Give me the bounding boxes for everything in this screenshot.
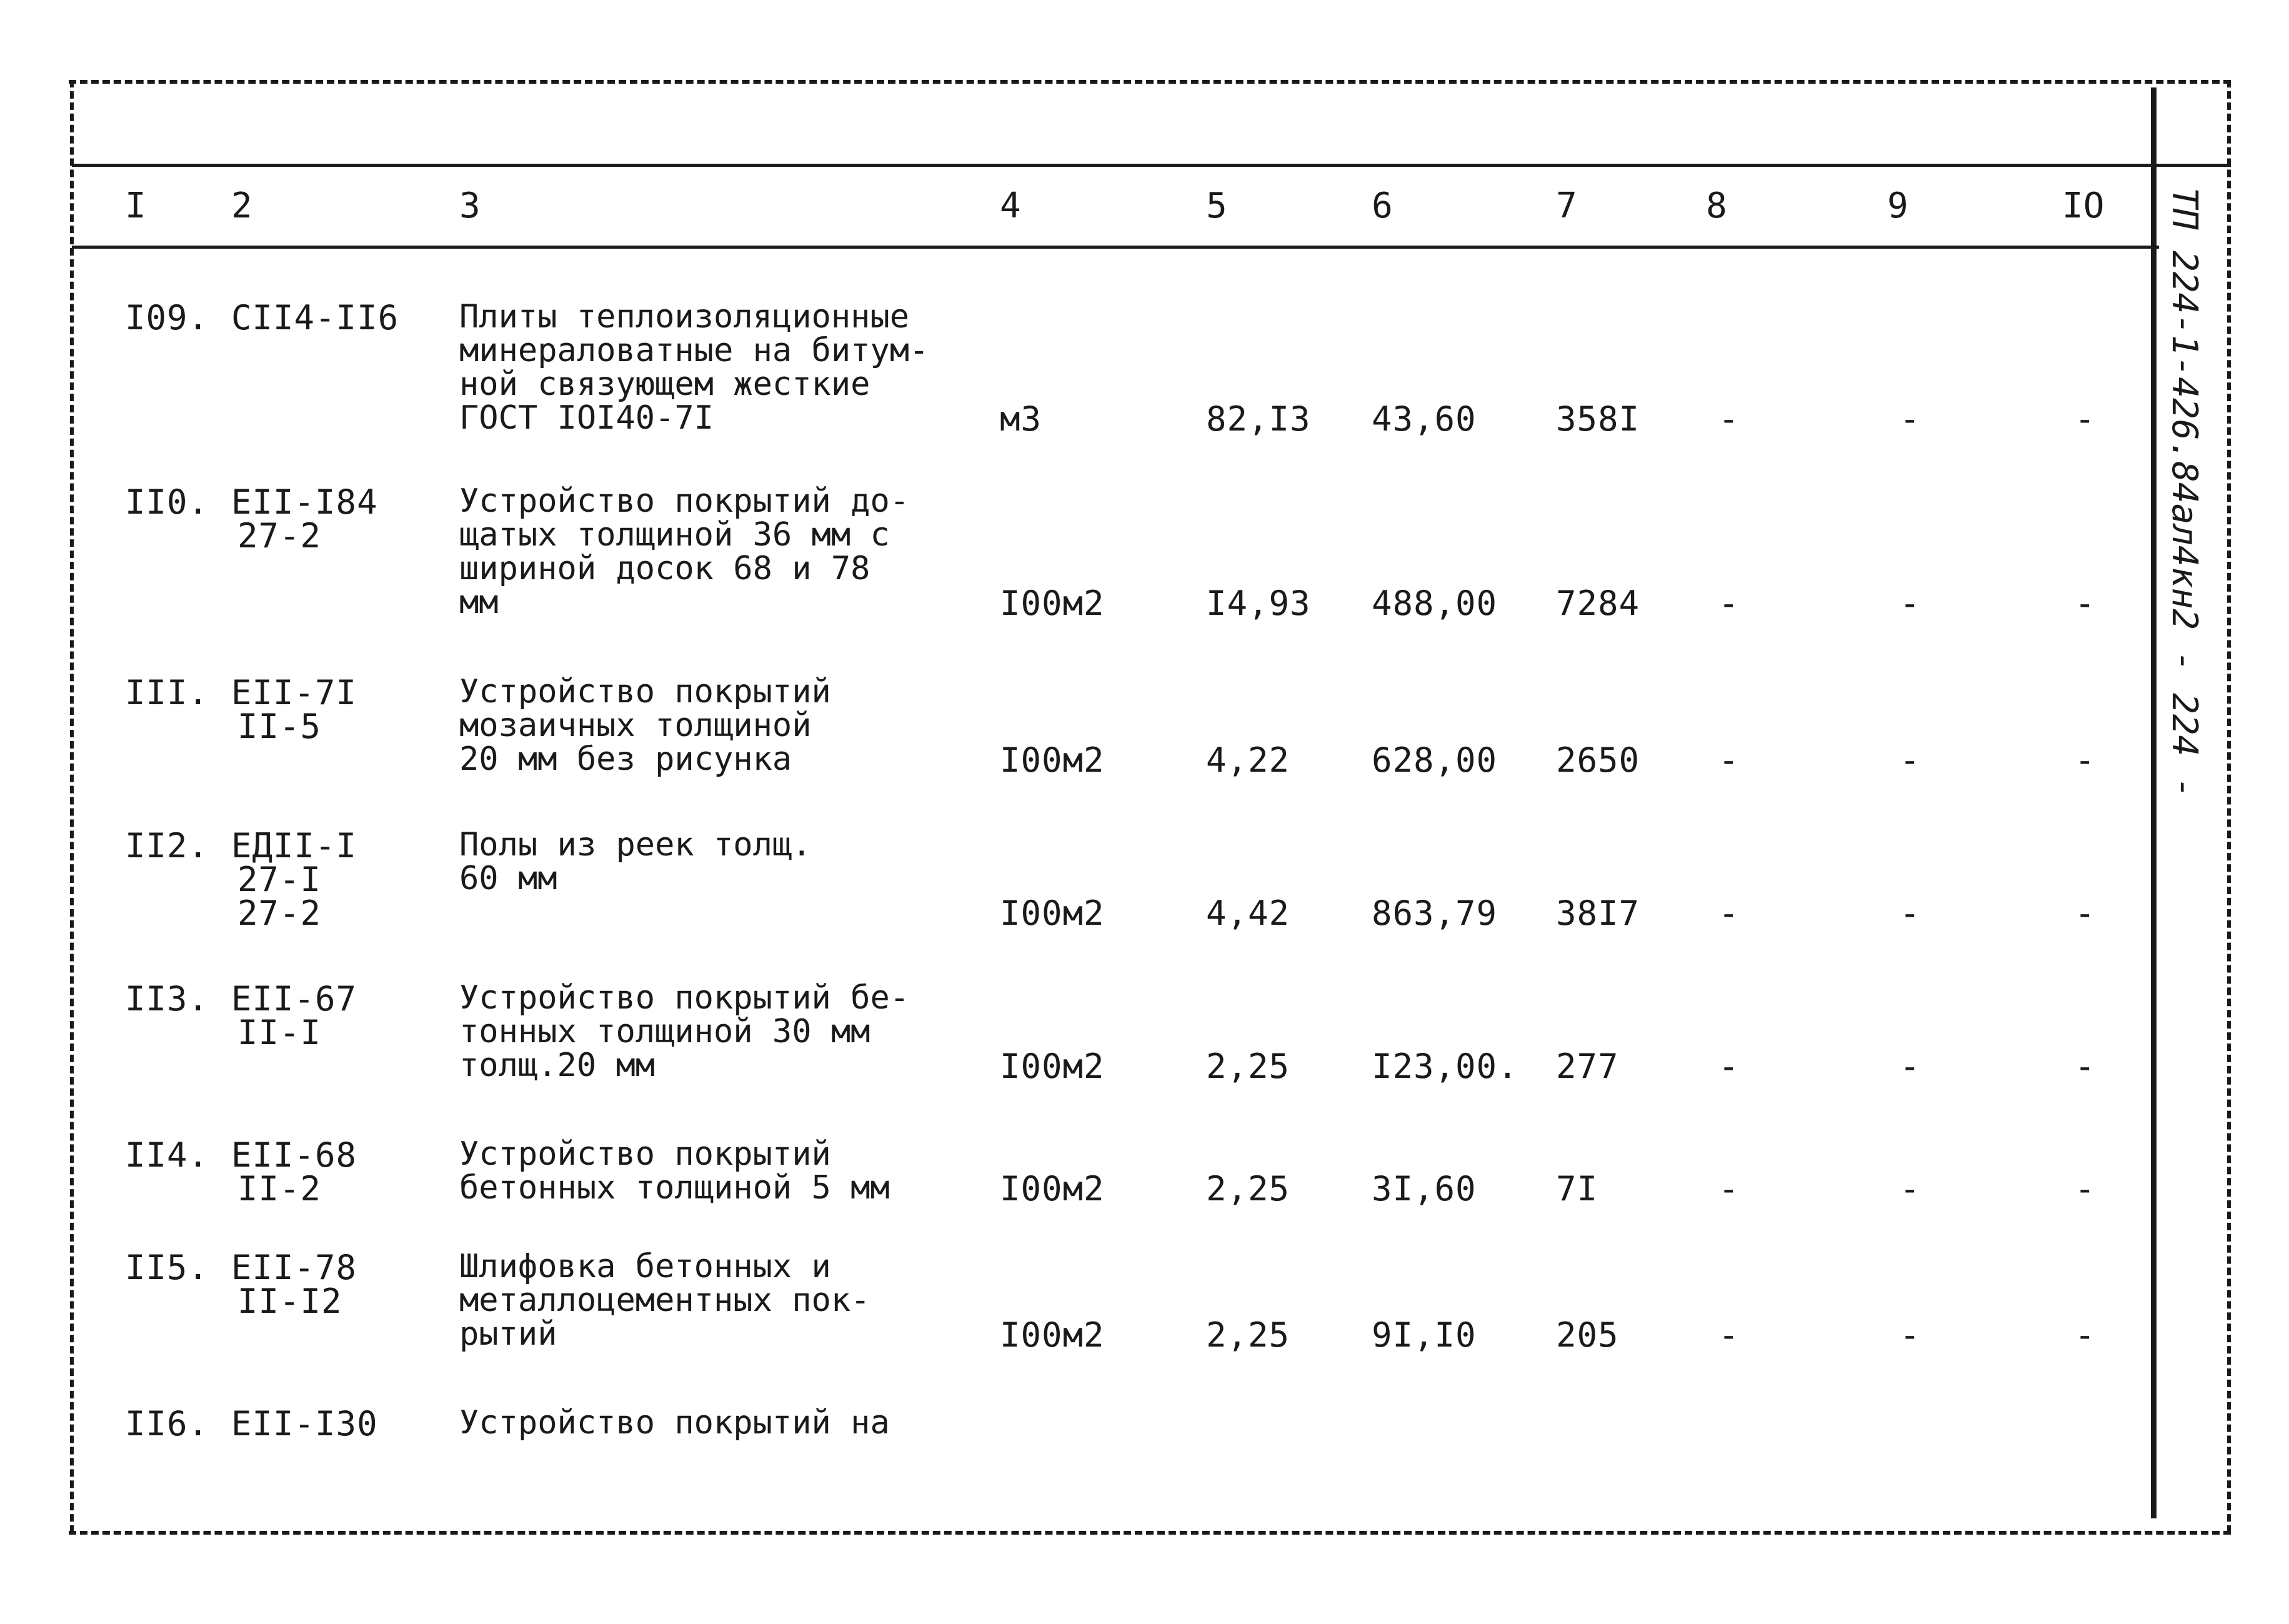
col8-cell: - xyxy=(1718,1315,1740,1355)
side-document-code: ТП 224-1-426.84ал4кн2 - 224 - xyxy=(2164,187,2205,799)
item-description: толщ.20 мм xyxy=(459,1047,656,1084)
quantity-cell: 82,I3 xyxy=(1206,399,1311,439)
unit-price-cell: 43,60 xyxy=(1372,399,1477,439)
rate-code: ЕII-67 xyxy=(231,979,357,1019)
unit-cell: м3 xyxy=(1000,399,1042,439)
item-description: Устройство покрытий на xyxy=(459,1404,890,1442)
item-description: Плиты теплоизоляционные xyxy=(459,298,910,336)
col8-cell: - xyxy=(1718,1047,1740,1086)
item-description: ной связующем жесткие xyxy=(459,366,870,403)
unit-cell: I00м2 xyxy=(1000,584,1105,623)
col8-cell: - xyxy=(1718,1169,1740,1208)
col9-cell: - xyxy=(1900,894,1921,933)
row-number: II5. xyxy=(125,1248,209,1287)
row-number: I09. xyxy=(125,298,209,337)
column-header: 7 xyxy=(1556,186,1577,226)
column-header: 5 xyxy=(1206,186,1227,226)
frame-right xyxy=(2227,80,2231,1533)
unit-price-cell: I23,00. xyxy=(1372,1047,1519,1086)
quantity-cell: 2,25 xyxy=(1206,1169,1290,1208)
rate-code: II-I xyxy=(237,1013,322,1052)
row-number: II3. xyxy=(125,979,209,1019)
row-number: III. xyxy=(125,673,209,712)
col9-cell: - xyxy=(1900,584,1921,623)
col9-cell: - xyxy=(1900,1315,1921,1355)
header-top-rule xyxy=(72,164,2231,167)
quantity-cell: 4,42 xyxy=(1206,894,1290,933)
row-number: II6. xyxy=(125,1404,209,1443)
quantity-cell: 2,25 xyxy=(1206,1315,1290,1355)
col10-cell: - xyxy=(2075,1047,2096,1086)
col10-cell: - xyxy=(2075,740,2096,780)
rate-code: 27-I xyxy=(237,860,322,899)
unit-price-cell: 863,79 xyxy=(1372,894,1498,933)
rate-code: II-2 xyxy=(237,1169,322,1208)
col8-cell: - xyxy=(1718,894,1740,933)
header-bottom-rule xyxy=(72,246,2159,249)
quantity-cell: I4,93 xyxy=(1206,584,1311,623)
item-description: мм xyxy=(459,584,499,621)
column-header: 2 xyxy=(231,186,252,226)
col8-cell: - xyxy=(1718,740,1740,780)
item-description: минераловатные на битум- xyxy=(459,332,929,369)
item-description: Шлифовка бетонных и xyxy=(459,1248,831,1285)
item-description: щатых толщиной 36 мм с xyxy=(459,516,890,554)
frame-bottom xyxy=(69,1531,2231,1535)
rate-code: 27-2 xyxy=(237,516,322,555)
rate-code: ЕII-78 xyxy=(231,1248,357,1287)
col8-cell: - xyxy=(1718,584,1740,623)
total-cell: 2650 xyxy=(1556,740,1640,780)
item-description: Устройство покрытий до- xyxy=(459,482,910,520)
unit-price-cell: 488,00 xyxy=(1372,584,1498,623)
column-header: 6 xyxy=(1372,186,1393,226)
rate-code: ЕII-I30 xyxy=(231,1404,378,1443)
rate-code: ЕII-68 xyxy=(231,1135,357,1175)
col10-cell: - xyxy=(2075,399,2096,439)
rate-code: 27-2 xyxy=(237,894,322,933)
unit-cell: I00м2 xyxy=(1000,1169,1105,1208)
rate-code: ЕII-7I xyxy=(231,673,357,712)
item-description: Устройство покрытий xyxy=(459,1135,831,1173)
frame-left xyxy=(70,80,74,1533)
row-number: II4. xyxy=(125,1135,209,1175)
item-description: 60 мм xyxy=(459,860,557,897)
total-cell: 7I xyxy=(1556,1169,1598,1208)
col9-cell: - xyxy=(1900,740,1921,780)
item-description: Устройство покрытий бе- xyxy=(459,979,910,1017)
column-header: IO xyxy=(2062,186,2105,226)
row-number: II2. xyxy=(125,826,209,865)
unit-price-cell: 628,00 xyxy=(1372,740,1498,780)
item-description: Устройство покрытий xyxy=(459,673,831,710)
frame-top xyxy=(69,80,2231,84)
column-header: 9 xyxy=(1887,186,1908,226)
item-description: тонных толщиной 30 мм xyxy=(459,1013,870,1050)
unit-cell: I00м2 xyxy=(1000,1315,1105,1355)
unit-price-cell: 9I,I0 xyxy=(1372,1315,1477,1355)
unit-cell: I00м2 xyxy=(1000,894,1105,933)
item-description: шириной досок 68 и 78 xyxy=(459,550,870,587)
col10-cell: - xyxy=(2075,894,2096,933)
rate-code: CII4-II6 xyxy=(231,298,399,337)
item-description: 20 мм без рисунка xyxy=(459,740,792,778)
column-header: 8 xyxy=(1706,186,1727,226)
col8-cell: - xyxy=(1718,399,1740,439)
col10-cell: - xyxy=(2075,1315,2096,1355)
item-description: бетонных толщиной 5 мм xyxy=(459,1169,890,1207)
col9-cell: - xyxy=(1900,1047,1921,1086)
item-description: ГОСТ IOI40-7I xyxy=(459,399,714,437)
rate-code: ЕII-I84 xyxy=(231,482,378,522)
rate-code: II-5 xyxy=(237,707,322,746)
quantity-cell: 2,25 xyxy=(1206,1047,1290,1086)
total-cell: 7284 xyxy=(1556,584,1640,623)
total-cell: 358I xyxy=(1556,399,1640,439)
item-description: Полы из реек толщ. xyxy=(459,826,812,864)
total-cell: 38I7 xyxy=(1556,894,1640,933)
row-number: II0. xyxy=(125,482,209,522)
col10-cell: - xyxy=(2075,584,2096,623)
item-description: металлоцементных пок- xyxy=(459,1282,870,1319)
column-header: 4 xyxy=(1000,186,1021,226)
unit-cell: I00м2 xyxy=(1000,1047,1105,1086)
column-header: 3 xyxy=(459,186,481,226)
rate-code: ЕДII-I xyxy=(231,826,357,865)
unit-price-cell: 3I,60 xyxy=(1372,1169,1477,1208)
total-cell: 277 xyxy=(1556,1047,1619,1086)
column-header: I xyxy=(125,186,146,226)
col9-cell: - xyxy=(1900,399,1921,439)
total-cell: 205 xyxy=(1556,1315,1619,1355)
item-description: рытий xyxy=(459,1315,557,1353)
col9-cell: - xyxy=(1900,1169,1921,1208)
unit-cell: I00м2 xyxy=(1000,740,1105,780)
col10-cell: - xyxy=(2075,1169,2096,1208)
item-description: мозаичных толщиной xyxy=(459,707,812,744)
quantity-cell: 4,22 xyxy=(1206,740,1290,780)
rate-code: II-I2 xyxy=(237,1282,342,1321)
